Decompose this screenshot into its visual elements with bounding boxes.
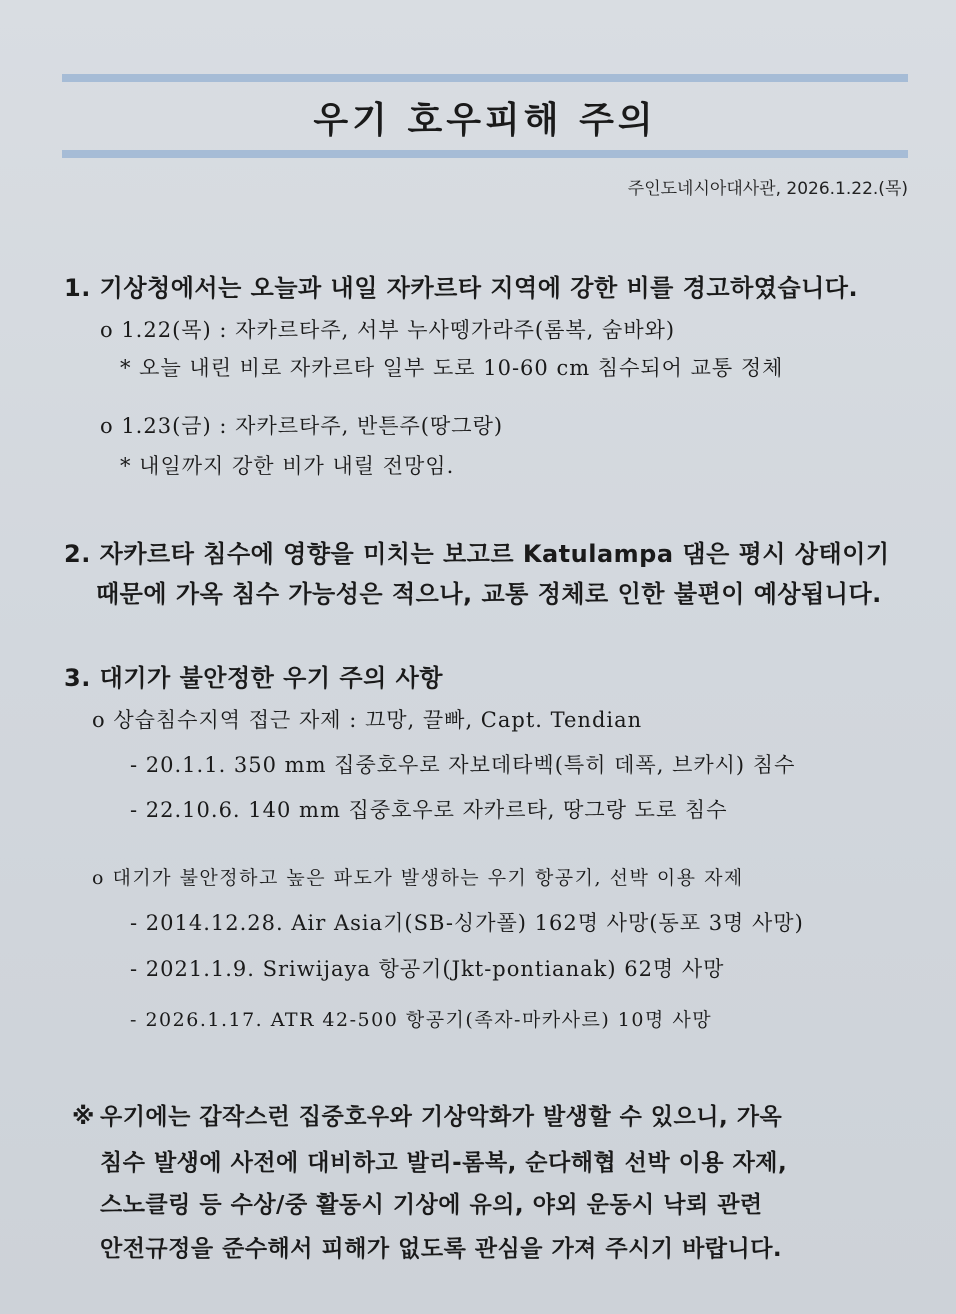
section-3-bullet-2: o 대기가 불안정하고 높은 파도가 발생하는 우기 항공기, 선박 이용 자제 — [92, 867, 744, 889]
notice-line-2: 침수 발생에 사전에 대비하고 발리-롬복, 순다해협 선박 이용 자제, — [100, 1150, 788, 1176]
section-3-bullet-1-sub-2: - 22.10.6. 140 mm 집중호우로 자카르타, 땅그랑 도로 침수 — [130, 798, 728, 822]
issuer-date: 주인도네시아대사관, 2026.1.22.(목) — [627, 179, 908, 199]
section-3-bullet-1-sub-1: - 20.1.1. 350 mm 집중호우로 자보데타벡(특히 데폭, 브카시) 침수 — [130, 753, 796, 777]
section-3-heading: 3. 대기가 불안정한 우기 주의 사항 — [64, 664, 443, 692]
section-2-line-1: 2. 자카르타 침수에 영향을 미치는 보고르 Katulampa 댐은 평시 상태이기 — [64, 540, 890, 568]
section-3-bullet-1: o 상습침수지역 접근 자제 : 끄망, 끌빠, Capt. Tendian — [92, 708, 643, 732]
notice-line-1 — [72, 1098, 782, 1131]
reference-mark-icon: ※ — [72, 1104, 95, 1130]
section-3-bullet-2-sub-3: - 2026.1.17. ATR 42-500 항공기(족자-마카사르) 10명 사망 — [130, 1009, 713, 1031]
notice-text-1: 우기에는 갑작스런 집중호우와 기상악화가 발생할 수 있으니, 가옥 — [100, 1104, 783, 1130]
section-1-note-2: * 내일까지 강한 비가 내릴 전망임. — [120, 454, 455, 478]
title-rule-top — [62, 74, 908, 82]
section-1-heading: 1. 기상청에서는 오늘과 내일 자카르타 지역에 강한 비를 경고하였습니다. — [64, 274, 859, 302]
page-title: 우기 호우피해 주의 — [313, 100, 657, 141]
section-1-item-1: o 1.22(목) : 자카르타주, 서부 누사뗑가라주(롬복, 숨바와) — [100, 318, 676, 342]
section-2-line-2: 때문에 가옥 침수 가능성은 적으나, 교통 정체로 인한 불편이 예상됩니다. — [96, 580, 882, 608]
section-1-note-1: * 오늘 내린 비로 자카르타 일부 도로 10-60 cm 침수되어 교통 정체 — [120, 356, 784, 380]
section-3-bullet-2-sub-2: - 2021.1.9. Sriwijaya 항공기(Jkt-pontianak) 62명 사망 — [130, 957, 725, 981]
section-1-item-2: o 1.23(금) : 자카르타주, 반튼주(땅그랑) — [100, 414, 504, 438]
notice-line-3: 스노클링 등 수상/중 활동시 기상에 유의, 야외 운동시 낙뢰 관련 — [100, 1192, 763, 1218]
notice-line-4: 안전규정을 준수해서 피해가 없도록 관심을 가져 주시기 바랍니다. — [100, 1236, 783, 1262]
title-rule-bottom — [62, 150, 908, 158]
section-3-bullet-2-sub-1: - 2014.12.28. Air Asia기(SB-싱가폴) 162명 사망(동포 3명 사망) — [130, 911, 804, 935]
